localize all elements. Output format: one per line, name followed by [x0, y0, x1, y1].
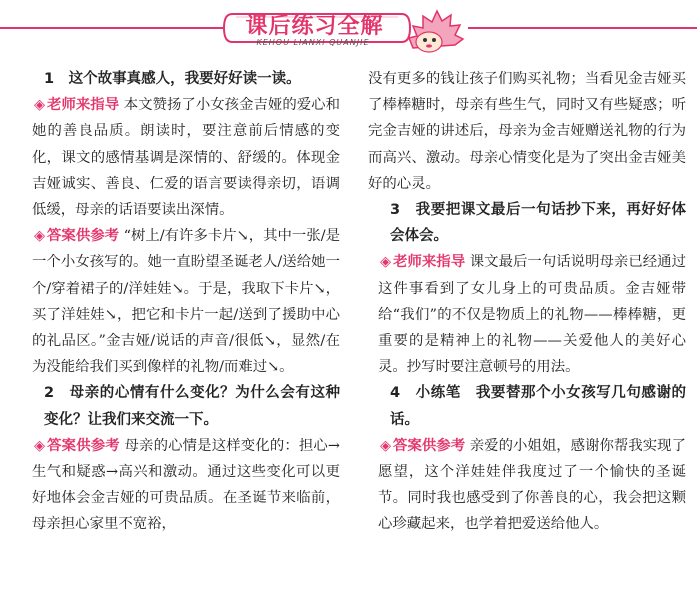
- right-column: [368, 66, 686, 538]
- question-2-answer-continued: 没有更多的钱让孩子们购买礼物；当看见金吉娅买了棒棒糖时，母亲有些生气，同时又有些疑惑；听完金吉娅的讲述后，母亲为金吉娅赠送礼物的行为而高兴、激动。母亲心情变化是为了突出金吉娅美好的心灵。: [368, 71, 686, 192]
- answer-reference-tag: ◈ 答案供参考: [378, 438, 465, 454]
- teacher-guide-tag: ◈ 老师来指导: [378, 254, 465, 270]
- question-2-answer: [22, 433, 340, 538]
- question-2-heading: 2 母亲的心情有什么变化？为什么会有这种变化？让我们来交流一下。: [44, 385, 340, 428]
- diamond-arrow-icon: ◈: [379, 254, 392, 271]
- answer-reference-tag: ◈ 答案供参考: [32, 228, 119, 244]
- page-header: [0, 0, 697, 62]
- header-rule-left: [0, 27, 226, 29]
- question-4-heading: 4 小练笔 我要替那个小女孩写几句感谢的话。: [390, 385, 686, 428]
- question-3-guidance-text: 课文最后一句话说明母亲已经通过这件事看到了女儿身上的可贵品质。金吉娅带给“我们”的不仅是物质上的礼物——棒棒糖，更重要的是精神上的礼物——关爱他人的美好心灵。抄写时要注意顿号的用法。: [378, 254, 686, 376]
- teacher-guide-tag: ◈ 老师来指导: [32, 97, 119, 113]
- hedgehog-mascot-icon: [405, 8, 465, 58]
- diamond-arrow-icon: ◈: [33, 437, 46, 454]
- question-2-answer-text: 母亲的心情是这样变化的：担心→生气和疑惑→高兴和激动。通过这些变化可以更好地体会金吉娅的可贵品质。在圣诞节来临前，母亲担心家里不宽裕，: [32, 437, 340, 533]
- question-3-guidance: [368, 249, 686, 380]
- section-title: 课后练习全解: [245, 14, 384, 39]
- diamond-arrow-icon: ◈: [33, 228, 46, 245]
- question-3-heading: 3 我要把课文最后一句话抄下来，再好好体会体会。: [390, 202, 686, 245]
- answer-reference-tag: ◈ 答案供参考: [32, 438, 120, 454]
- question-4-answer-text: 亲爱的小姐姐，感谢你帮我实现了愿望，这个洋娃娃伴我度过了一个愉快的圣诞节。同时我也感受到了你善良的心，我会把这颗心珍藏起来，也学着把爱送给他人。: [378, 437, 686, 533]
- diamond-arrow-icon: ◈: [33, 97, 46, 114]
- question-1-guidance-text: 本文赞扬了小女孩金吉娅的爱心和她的善良品质。朗读时，要注意前后情感的变化，课文的感情基调是深情的、舒缓的。体现金吉娅诚实、善良、仁爱的语言要读得亲切，语调低缓，母亲的话语要读出深情。: [32, 97, 340, 219]
- section-title-pinyin: KEHOU LIANXI QUANJIE: [256, 38, 370, 47]
- question-1-guidance: [22, 92, 340, 223]
- question-1-heading: 1 这个故事真感人，我要好好读一读。: [44, 71, 301, 87]
- diamond-arrow-icon: ◈: [379, 437, 392, 454]
- question-4-answer: [368, 433, 686, 538]
- question-1-answer: [22, 223, 340, 380]
- header-rule-right: [468, 27, 697, 29]
- left-column: [22, 66, 340, 538]
- question-1-answer-text: “树上/有许多卡片↘，其中一张/是一个小女孩写的。她一直盼望圣诞老人/送给她一个/穿着裙子的/洋娃娃↘。于是，我取下卡片↘，买了洋娃娃↘，把它和卡片一起/送到了援助中心的礼品区。”金吉娅/说话的声音/很低↘，显然/在为没能给我们买到像样的礼物/而难过↘。: [32, 228, 340, 376]
